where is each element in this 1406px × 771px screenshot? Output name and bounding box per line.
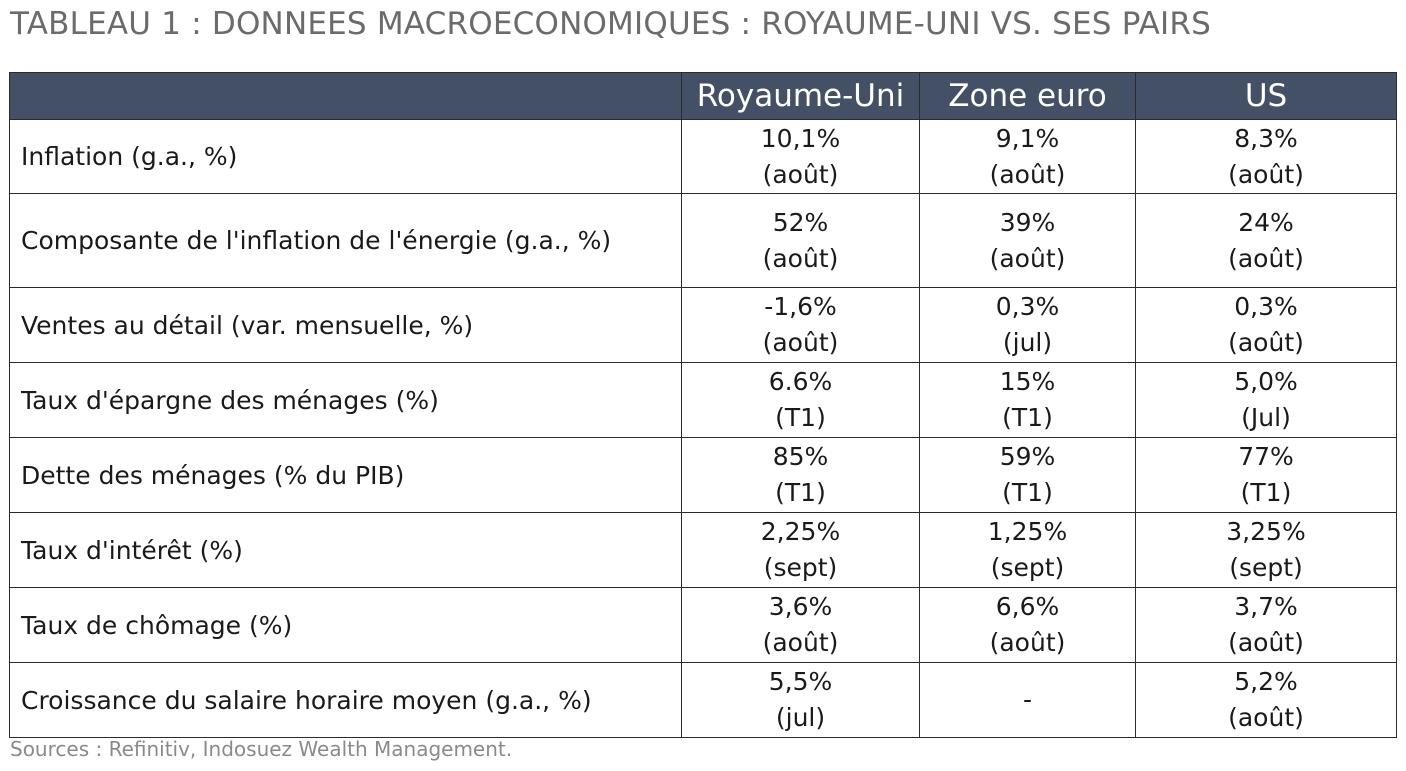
header-zone-euro: Zone euro (920, 73, 1136, 120)
table-row (10, 663, 1397, 738)
cell-value: 8,3% (1234, 123, 1298, 153)
cell-value: 5,0% (1234, 367, 1298, 396)
cell-period: (août) (989, 243, 1066, 273)
cell-value: 3,7% (1234, 592, 1298, 621)
cell-period: (août) (762, 628, 839, 657)
cell-us (1136, 120, 1397, 194)
row-label: Composante de l'inflation de l'énergie (g.a., %) (10, 194, 682, 288)
cell-value: 15% (999, 367, 1056, 396)
cell-period: (sept) (990, 553, 1065, 582)
cell-zone-euro (920, 120, 1136, 194)
cell-period: (août) (762, 243, 839, 273)
cell-value: 5,2% (1234, 667, 1298, 696)
row-label: Taux de chômage (%) (10, 588, 682, 663)
table-row (10, 588, 1397, 663)
cell-zone-euro (920, 288, 1136, 363)
table-row (10, 288, 1397, 363)
cell-period: (août) (1228, 159, 1304, 189)
cell-us (1136, 438, 1397, 513)
cell-period: (août) (762, 328, 839, 357)
table-title: TABLEAU 1 : DONNEES MACROECONOMIQUES : ROYAUME-UNI VS. SES PAIRS (10, 6, 1211, 42)
cell-royaume-uni (682, 663, 920, 738)
cell-zone-euro (920, 438, 1136, 513)
cell-period: (août) (1228, 703, 1304, 732)
cell-value: - (1022, 685, 1033, 714)
cell-period: (août) (1228, 243, 1304, 273)
cell-value: 52% (772, 207, 829, 237)
cell-value: 3,25% (1226, 517, 1306, 546)
cell-value: 59% (999, 442, 1056, 471)
cell-zone-euro (920, 663, 1136, 738)
cell-us (1136, 513, 1397, 588)
cell-period: (sept) (1229, 553, 1303, 582)
cell-royaume-uni (682, 438, 920, 513)
table-row (10, 438, 1397, 513)
cell-zone-euro (920, 513, 1136, 588)
cell-value: 5,5% (768, 667, 833, 696)
cell-value: 3,6% (768, 592, 833, 621)
cell-royaume-uni (682, 363, 920, 438)
cell-value: 0,3% (1234, 292, 1298, 321)
row-label: Ventes au détail (var. mensuelle, %) (10, 288, 682, 363)
cell-value: -1,6% (764, 292, 837, 321)
cell-period: (T1) (1002, 478, 1053, 507)
cell-period: (août) (1228, 628, 1304, 657)
cell-value: 6.6% (768, 367, 833, 396)
cell-period: (jul) (775, 703, 826, 732)
cell-royaume-uni (682, 513, 920, 588)
cell-royaume-uni (682, 588, 920, 663)
row-label: Taux d'épargne des ménages (%) (10, 363, 682, 438)
cell-us (1136, 363, 1397, 438)
cell-value: 1,25% (987, 517, 1068, 546)
cell-period: (août) (762, 159, 839, 189)
cell-value: 6,6% (995, 592, 1060, 621)
cell-value: 0,3% (995, 292, 1060, 321)
cell-zone-euro (920, 588, 1136, 663)
row-label: Dette des ménages (% du PIB) (10, 438, 682, 513)
cell-royaume-uni (682, 120, 920, 194)
table-row (10, 194, 1397, 288)
cell-value: 9,1% (995, 123, 1060, 153)
cell-value: 85% (772, 442, 829, 471)
table-row (10, 513, 1397, 588)
macro-data-table (9, 72, 1397, 738)
cell-us (1136, 588, 1397, 663)
cell-period: (T1) (1002, 403, 1053, 432)
sources-note: Sources : Refinitiv, Indosuez Wealth Management. (10, 737, 513, 761)
header-us: US (1136, 73, 1397, 120)
cell-zone-euro (920, 363, 1136, 438)
header-royaume-uni: Royaume-Uni (682, 73, 920, 120)
cell-period: (août) (1228, 328, 1304, 357)
table-row (10, 363, 1397, 438)
cell-us (1136, 288, 1397, 363)
cell-period: (sept) (763, 553, 838, 582)
cell-period: (août) (989, 628, 1066, 657)
cell-period: (août) (989, 159, 1066, 189)
cell-zone-euro (920, 194, 1136, 288)
cell-value: 10,1% (760, 123, 841, 153)
row-label: Taux d'intérêt (%) (10, 513, 682, 588)
table-header-row (10, 73, 1397, 120)
row-label: Croissance du salaire horaire moyen (g.a., %) (10, 663, 682, 738)
cell-value: 39% (999, 207, 1056, 237)
cell-period: (jul) (1002, 328, 1053, 357)
cell-period: (T1) (775, 403, 826, 432)
cell-period: (T1) (775, 478, 826, 507)
cell-royaume-uni (682, 194, 920, 288)
cell-period: (T1) (1240, 478, 1292, 507)
cell-period: (Jul) (1241, 403, 1291, 432)
row-label: Inflation (g.a., %) (10, 120, 682, 194)
header-label-cell (10, 73, 682, 120)
cell-royaume-uni (682, 288, 920, 363)
cell-value: 24% (1238, 207, 1294, 237)
cell-value: 77% (1238, 442, 1294, 471)
cell-value: 2,25% (760, 517, 841, 546)
table-row (10, 120, 1397, 194)
cell-us (1136, 194, 1397, 288)
cell-us (1136, 663, 1397, 738)
